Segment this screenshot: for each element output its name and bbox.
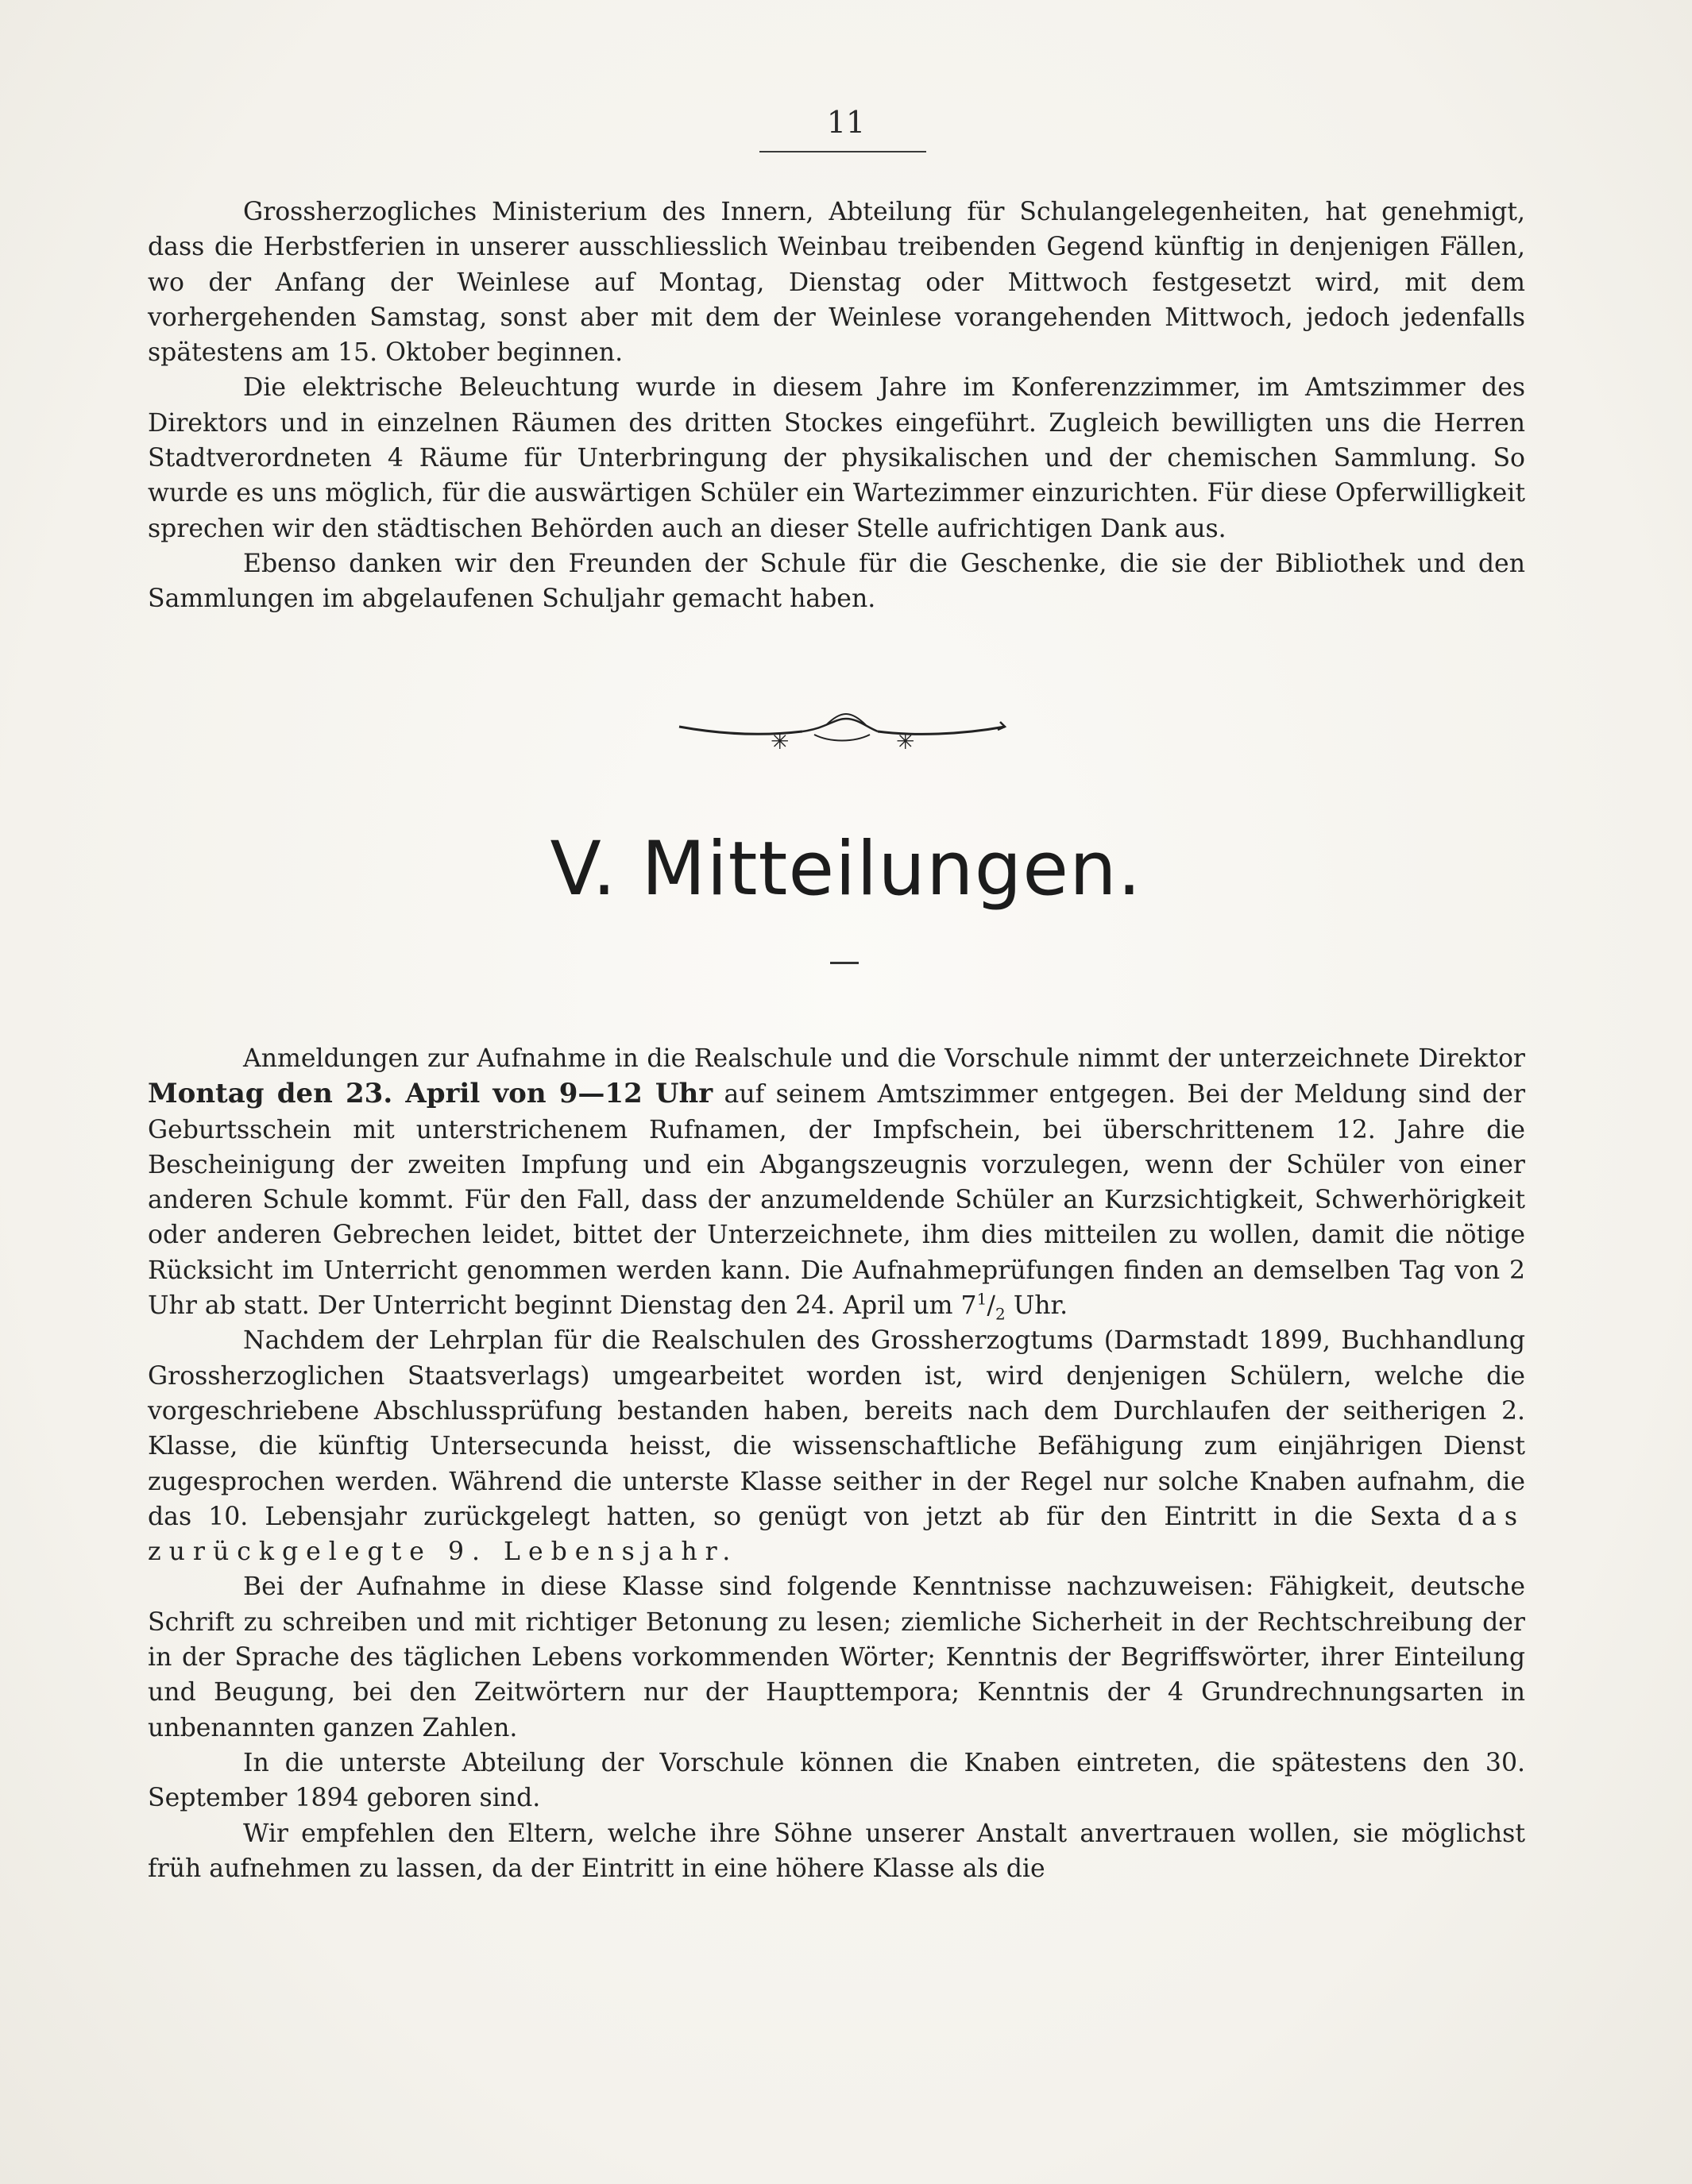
- anmeldungen-text-a: Anmeldungen zur Aufnahme in die Realschule und die Vorschule nimmt der unterzeichnete Direktor: [243, 1044, 1525, 1073]
- anmeldungen-date-bold: Montag den 23. April von 9—12 Uhr: [148, 1078, 713, 1110]
- paragraph-herbstferien: Grossherzogliches Ministerium des Innern, Abteilung für Schulangelegenheiten, hat genehmigt, dass die Herbstferien in unserer ausschliesslich Weinbau treibenden Gegend künftig in denjenigen Fällen, wo der Anfang der Weinlese auf Montag, Dienstag oder Mittwoch festgesetzt wird, mit dem vorhergehenden Samstag, sonst aber mit dem der Weinlese vorangehenden Mittwoch, jedoch jedenfalls spätestens am 15. Oktober beginnen.: [148, 198, 1525, 368]
- paragraph-vorschule: In die unterste Abteilung der Vorschule können die Knaben eintreten, die spätestens den 30. September 1894 geboren sind.: [148, 1748, 1525, 1813]
- paragraph-beleuchtung: Die elektrische Beleuchtung wurde in diesem Jahre im Konferenzzimmer, im Amtszimmer des Direktors und in einzelnen Räumen des dritten Stockes eingeführt. Zugleich bewilligten uns die Herren Stadtverordneten 4 Räume für Unterbringung der physikalischen und der chemischen Sammlung. So wurde es uns möglich, für die auswärtigen Schüler ein Wartezimmer einzurichten. Für diese Opferwilligkeit sprechen wir den städtischen Behörden auch an dieser Stelle aufrichtigen Dank aus.: [148, 373, 1525, 543]
- decorative-ornament-icon: [675, 703, 1009, 758]
- page-number: 11: [826, 105, 866, 140]
- svg-text:✳: ✳: [771, 728, 790, 754]
- lehrplan-spaced-text: das zurückgelegte 9. Lebensjahr.: [148, 1502, 1525, 1567]
- fraction-slash: /: [987, 1291, 995, 1321]
- svg-text:✳: ✳: [896, 728, 915, 754]
- fraction-denominator: 2: [995, 1304, 1006, 1324]
- section-title: V. Mitteilungen.: [550, 826, 1142, 913]
- paragraph-lehrplan: [148, 1323, 1525, 1569]
- title-rule: [830, 962, 859, 964]
- paragraph-empfehlung: Wir empfehlen den Eltern, welche ihre Söhne unserer Anstalt anvertrauen wollen, sie möglichst früh aufnehmen zu lassen, da der Eintritt in eine höhere Klasse als die: [148, 1819, 1525, 1883]
- lehrplan-text: Nachdem der Lehrplan für die Realschulen des Grossherzogtums (Darmstadt 1899, Buchhandlung Grossherzoglichen Staatsverlags) umgearbeitet worden ist, wird denjenigen Schülern, welche die vorgeschriebene Abschlussprüfung bestanden haben, bereits nach dem Durchlaufen der seitherigen 2. Klasse, die künftig Untersecunda heisst, die wissenschaftliche Befähigung zum einjährigen Dienst zugesprochen werden. Während die unterste Klasse seither in der Regel nur solche Knaben aufnahm, die das 10. Lebensjahr zurückgelegt hatten, so genügt von jetzt ab für den Eintritt in die Sexta: [148, 1326, 1525, 1531]
- bottom-text-block: [148, 1041, 1525, 1886]
- page-number-rule: [759, 151, 926, 152]
- paragraph-dank: Ebenso danken wir den Freunden der Schule für die Geschenke, die sie der Bibliothek und den Sammlungen im abgelaufenen Schuljahr gemacht haben.: [148, 549, 1525, 614]
- anmeldungen-text-c: Uhr.: [1005, 1291, 1068, 1321]
- anmeldungen-text-b: auf seinem Amtszimmer entgegen. Bei der Meldung sind der Geburtsschein mit unterstrichenem Rufnamen, der Impfschein, bei überschrittenem 12. Jahre die Bescheinigung der zweiten Impfung und ein Abgangszeugnis vorzulegen, wenn der Schüler von einer anderen Schule kommt. Für den Fall, dass der anzumeldende Schüler an Kurzsichtigkeit, Schwerhörigkeit oder anderen Gebrechen leidet, bittet der Unterzeichnete, ihm dies mitteilen zu wollen, damit die nötige Rücksicht im Unterricht genommen werden kann. Die Aufnahmeprüfungen finden an demselben Tag von 2 Uhr ab statt. Der Unterricht beginnt Dienstag den 24. April um 7: [148, 1080, 1525, 1321]
- fraction-numerator: 1: [976, 1289, 987, 1309]
- paragraph-kenntnisse: Bei der Aufnahme in diese Klasse sind folgende Kenntnisse nachzuweisen: Fähigkeit, deutsche Schrift zu schreiben und mit richtiger Betonung zu lesen; ziemliche Sicherheit in der Rechtschreibung der in der Sprache des täglichen Lebens vorkommenden Wörter; Kenntnis der Begriffswörter, ihrer Einteilung und Beugung, bei den Zeitwörtern nur der Haupttempora; Kenntnis der 4 Grundrechnungsarten in unbenannten ganzen Zahlen.: [148, 1572, 1525, 1742]
- paragraph-anmeldungen: [148, 1041, 1525, 1323]
- top-text-block: [148, 195, 1525, 617]
